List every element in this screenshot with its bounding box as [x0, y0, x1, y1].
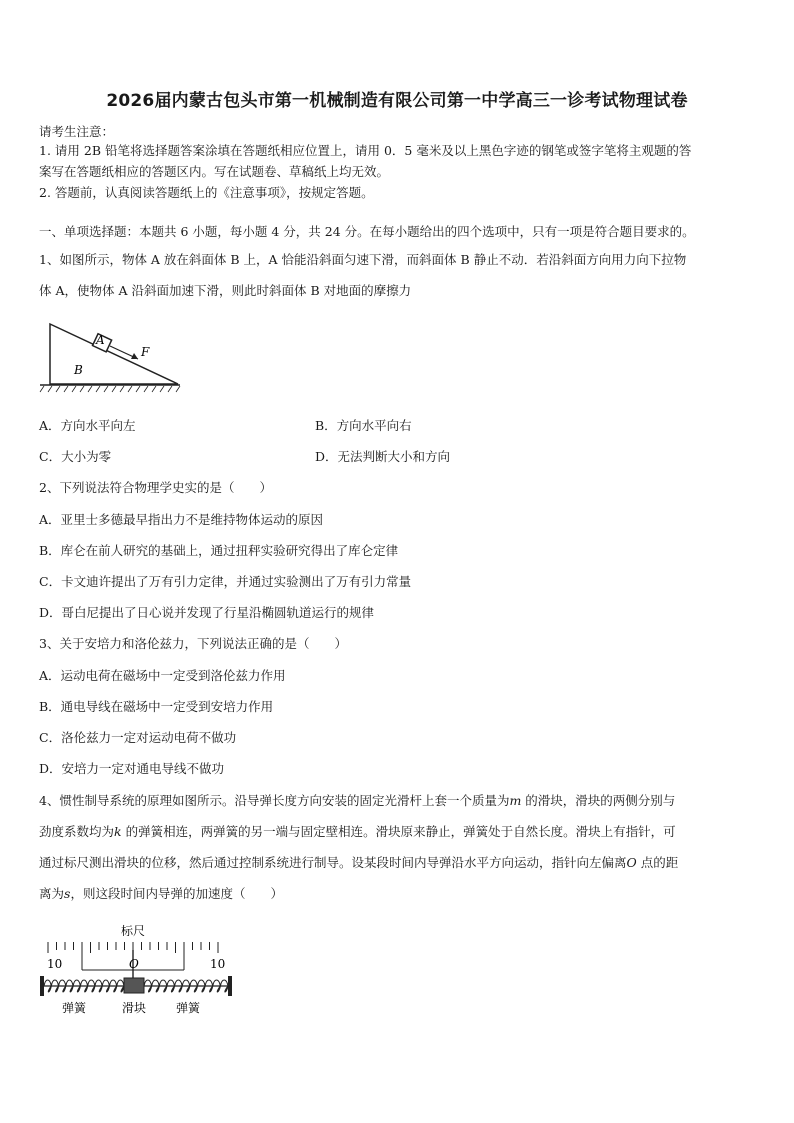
q2-option-a[interactable]: A．亚里士多德最早指出力不是维持物体运动的原因 — [39, 512, 324, 527]
notice-item-1-line-1: 1. 请用 2B 铅笔将选择题答案涂填在答题纸相应位置上，请用 0．5 毫米及以上黑色字迹的钢笔或签字笔将主观题的答 — [39, 143, 692, 158]
q4-text: 4、惯性制导系统的原理如图所示。沿导弹长度方向安装的固定光滑杆上套一个质量为 — [39, 793, 510, 808]
q1-option-c[interactable]: C．大小为零 — [39, 449, 112, 464]
center-o: O — [129, 957, 139, 971]
label-a: A — [96, 333, 105, 347]
q4-stem-line-4 — [39, 884, 283, 902]
var-s: s — [64, 886, 71, 901]
label-f: F — [141, 345, 150, 359]
q4-text: 的弹簧相连，两弹簧的另一端与固定壁相连。滑块原来静止，弹簧处于自然长度。滑块上有指针，可 — [121, 824, 676, 839]
right-number: 10 — [210, 957, 226, 971]
right-wall — [228, 976, 232, 996]
q4-guidance-figure — [38, 920, 238, 1020]
q4-stem-line-2 — [39, 822, 676, 840]
var-o: O — [626, 855, 637, 870]
q2-option-b[interactable]: B．库仑在前人研究的基础上，通过扭秤实验研究得出了库仑定律 — [39, 543, 399, 558]
q2-option-c[interactable]: C．卡文迪许提出了万有引力定律，并通过实验测出了万有引力常量 — [39, 574, 412, 589]
q4-text: 通过标尺测出滑块的位移，然后通过控制系统进行制导。设某段时间内导弹沿水平方向运动，指针向左偏离 — [39, 855, 627, 870]
q1-stem-line-1: 1、如图所示，物体 A 放在斜面体 B 上，A 恰能沿斜面匀速下滑，而斜面体 B 静止不动．若沿斜面方向用力向下拉物 — [39, 252, 687, 267]
var-m: m — [509, 793, 522, 808]
q4-text: 点的距 — [636, 855, 679, 870]
left-number: 10 — [47, 957, 63, 971]
block-label: 滑块 — [122, 1001, 147, 1015]
notice-item-1-line-2: 案写在答题纸相应的答题区内。写在试题卷、草稿纸上均无效。 — [39, 164, 390, 179]
incline-b — [50, 324, 178, 384]
q4-text: ，则这段时间内导弹的加速度（ ） — [70, 886, 283, 901]
q3-option-c[interactable]: C．洛伦兹力一定对运动电荷不做功 — [39, 730, 237, 745]
q2-option-d[interactable]: D．哥白尼提出了日心说并发现了行星沿椭圆轨道运行的规律 — [39, 605, 375, 620]
q3-option-b[interactable]: B．通电导线在磁场中一定受到安培力作用 — [39, 699, 274, 714]
right-spring-label: 弹簧 — [176, 1001, 201, 1015]
q4-text: 劲度系数均为 — [39, 824, 115, 839]
left-spring-label: 弹簧 — [62, 1001, 87, 1015]
label-b: B — [74, 363, 83, 377]
q1-option-d[interactable]: D．无法判断大小和方向 — [315, 449, 451, 464]
slider-block — [124, 978, 144, 993]
q1-incline-figure — [38, 318, 188, 396]
notice-heading: 请考生注意： — [39, 124, 115, 139]
q2-stem: 2、下列说法符合物理学史实的是（ ） — [39, 480, 272, 495]
section-1-header: 一、单项选择题：本题共 6 小题，每小题 4 分，共 24 分。在每小题给出的四个选项中，只有一项是符合题目要求的。 — [39, 224, 695, 239]
q3-option-d[interactable]: D．安培力一定对通电导线不做功 — [39, 761, 225, 776]
notice-item-2: 2. 答题前，认真阅读答题纸上的《注意事项》，按规定答题。 — [39, 185, 374, 200]
q1-option-a[interactable]: A．方向水平向左 — [39, 418, 136, 433]
scale-label: 标尺 — [121, 924, 146, 938]
q4-stem-line-1 — [39, 791, 675, 809]
q4-stem-line-3 — [39, 853, 678, 871]
q4-text: 离为 — [39, 886, 65, 901]
q1-option-b[interactable]: B．方向水平向右 — [315, 418, 412, 433]
ground-hatching — [40, 386, 180, 392]
left-wall — [40, 976, 44, 996]
q4-text: 的滑块，滑块的两侧分别与 — [521, 793, 676, 808]
q3-stem: 3、关于安培力和洛伦兹力，下列说法正确的是（ ） — [39, 636, 347, 651]
q3-option-a[interactable]: A．运动电荷在磁场中一定受到洛伦兹力作用 — [39, 668, 286, 683]
q1-stem-line-2: 体 A，使物体 A 沿斜面加速下滑，则此时斜面体 B 对地面的摩擦力 — [39, 283, 412, 298]
exam-title: 2026届内蒙古包头市第一机械制造有限公司第一中学高三一诊考试物理试卷 — [106, 91, 688, 111]
var-k: k — [114, 824, 122, 839]
